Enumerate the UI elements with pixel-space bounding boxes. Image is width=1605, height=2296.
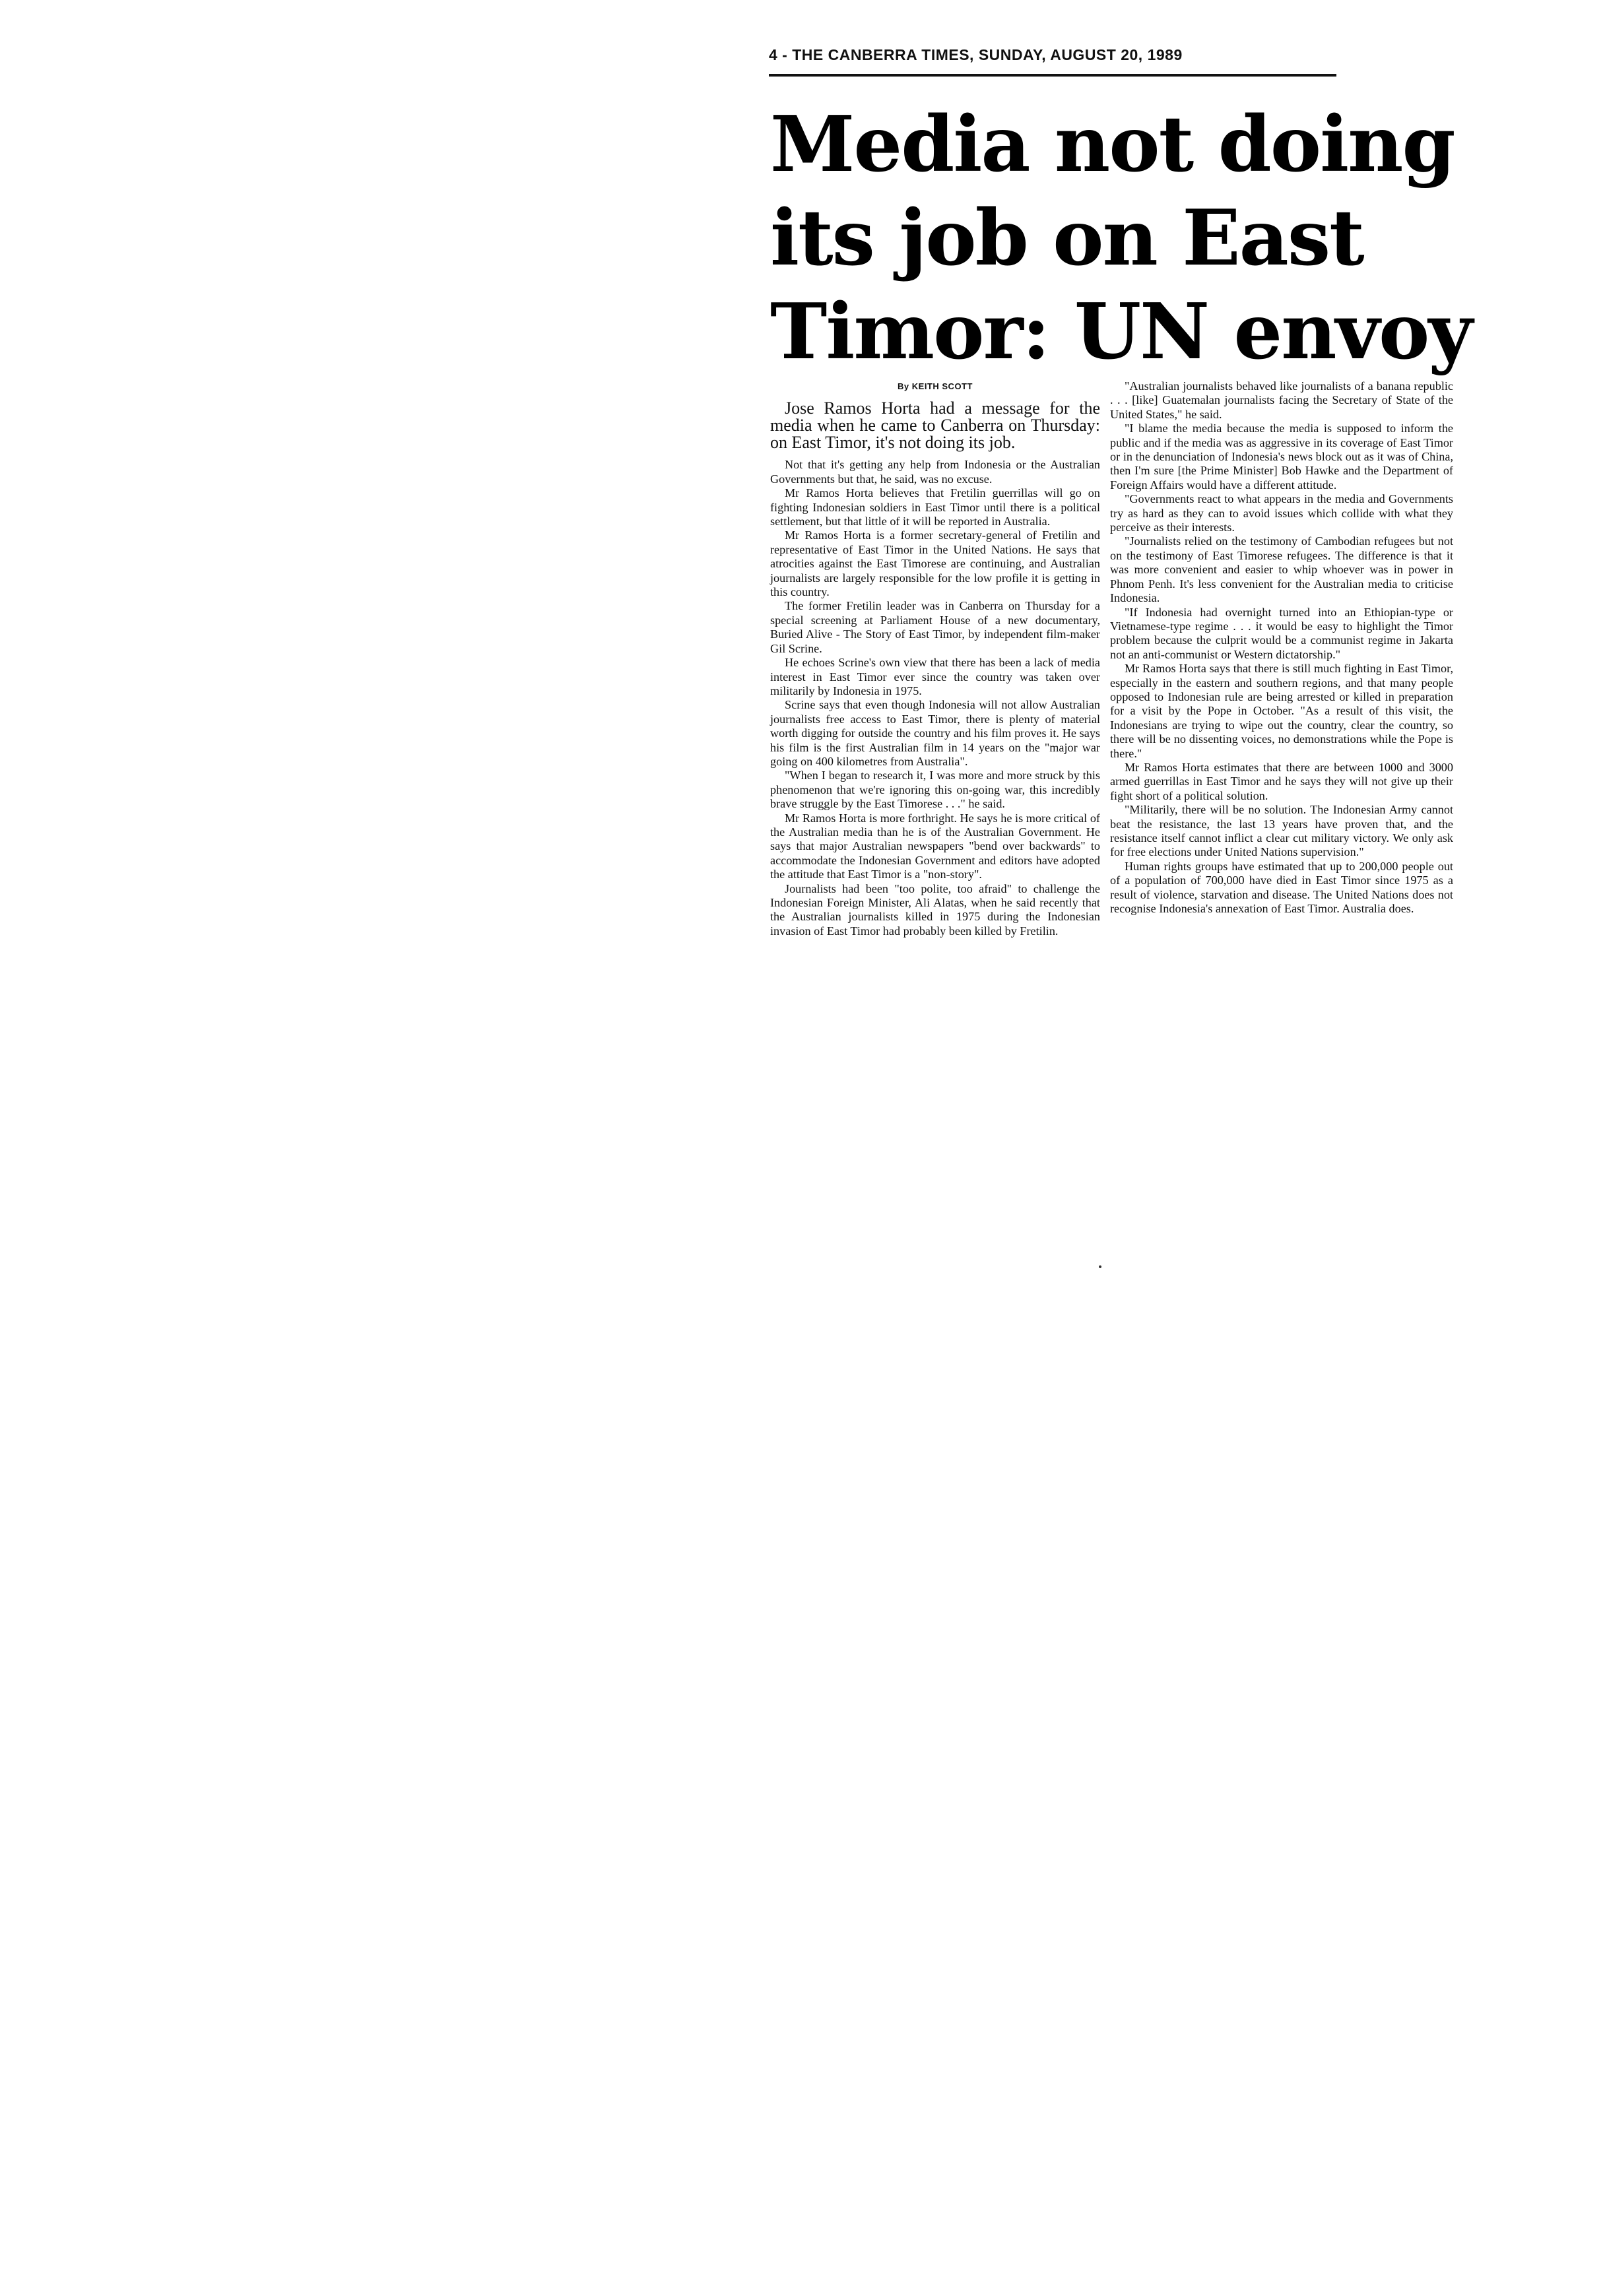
paragraph: "Australian journalists behaved like journalists of a banana republic . . . [like] Guatemalan journalists facing the Secretary of State of the United States," he said. [1110,379,1453,421]
headline-line: Media not doing [770,100,1455,189]
headline [770,98,1476,379]
newspaper-clipping [769,46,1482,1254]
headline-line: its job on East [770,193,1363,283]
paragraph: "Journalists relied on the testimony of Cambodian refugees but not on the testimony of East Timorese refugees. The difference is that it was more convenient and easier to whip whoever was in power in Phnom Penh. It's less convenient for the Australian media to criticise Indonesia. [1110,534,1453,605]
paragraph: Mr Ramos Horta is more forthright. He says he is more critical of the Australian media than he is of the Australian Government. He says that major Australian newspapers "bend over backwards" to accommodate the Indonesian Government and editors have adopted the attitude that East Timor is a "non-story". [770,811,1100,881]
byline: By KEITH SCOTT [898,381,973,391]
paragraph: Human rights groups have estimated that up to 200,000 people out of a population of 700,000 have died in East Timor since 1975 as a result of violence, starvation and disease. The United Nations does not recognise Indonesia's annexation of East Timor. Australia does. [1110,859,1453,916]
paragraph: The former Fretilin leader was in Canberra on Thursday for a special screening at Parliament House of a new documentary, Buried Alive - The Story of East Timor, by independent film-maker Gil Scrine. [770,599,1100,655]
paragraph: "Governments react to what appears in the media and Governments try as hard as they can to avoid issues which collide with what they perceive as their interests. [1110,492,1453,534]
headline-line: Timor: UN envoy [770,287,1472,377]
paragraph: Mr Ramos Horta says that there is still much fighting in East Timor, especially in the eastern and southern regions, and that many people opposed to Indonesian rule are being arrested or killed in preparation for a visit by the Pope in October. "As a result of this visit, the Indonesians are trying to wipe out the country, clear the country, so there will be no dissenting voices, no demonstrations while the Pope is there." [1110,662,1453,760]
masthead: 4 - THE CANBERRA TIMES, SUNDAY, AUGUST 20, 1989 [769,46,1183,63]
paragraph: Mr Ramos Horta believes that Fretilin guerrillas will go on fighting Indonesian soldiers in East Timor until there is a political settlement, but that little of it will be reported in Australia. [770,486,1100,528]
article-column-left [770,379,1100,938]
paragraph: "Militarily, there will be no solution. The Indonesian Army cannot beat the resistance, the last 13 years have proven that, and the resistance itself cannot inflict a clear cut military victory. We only ask for free elections under United Nations supervision." [1110,803,1453,859]
paragraph: Not that it's getting any help from Indonesia or the Australian Governments but that, he said, was no excuse. [770,458,1100,486]
paragraph: Scrine says that even though Indonesia will not allow Australian journalists free access to East Timor, there is plenty of material worth digging for outside the country and his film proves it. He says his film is the first Australian film in 14 years on the "major war going on 400 kilometres from Australia". [770,698,1100,768]
scan-speck [1099,1265,1101,1268]
paragraph: "If Indonesia had overnight turned into an Ethiopian-type or Vietnamese-type regime . . . it would be easy to highlight the Timor problem because the culprit would be a communist regime in Jakarta not an anti-communist or Western dictatorship." [1110,605,1453,661]
paragraph: Mr Ramos Horta is a former secretary-general of Fretilin and representative of East Timor in the United Nations. He says that atrocities against the East Timorese are continuing, and Australian journalists are largely responsible for the low profile it is getting in this country. [770,528,1100,599]
paragraph: He echoes Scrine's own view that there has been a lack of media interest in East Timor ever since the country was taken over militarily by Indonesia in 1975. [770,656,1100,697]
lead-paragraph: Jose Ramos Horta had a message for the media when he came to Canberra on Thursday: on East Timor, it's not doing its job. [770,399,1100,453]
paragraph: Mr Ramos Horta estimates that there are between 1000 and 3000 armed guerrillas in East Timor and he says they will not give up their fight short of a political solution. [1110,760,1453,802]
article-column-right [1110,379,1453,916]
masthead-rule [769,74,1336,77]
paragraph: "When I began to research it, I was more and more struck by this phenomenon that we're ignoring this on-going war, this incredibly brave struggle by the East Timorese . . ." he said. [770,769,1100,811]
paragraph: "I blame the media because the media is supposed to inform the public and if the media was as aggressive in its coverage of East Timor or in the denunciation of Indonesia's news block out as it was of China, then I'm sure [the Prime Minister] Bob Hawke and the Department of Foreign Affairs would have a different attitude. [1110,422,1453,492]
paragraph: Journalists had been "too polite, too afraid" to challenge the Indonesian Foreign Minister, Ali Alatas, when he said recently that the Australian journalists killed in 1975 during the Indonesian invasion of East Timor had probably been killed by Fretilin. [770,881,1100,938]
